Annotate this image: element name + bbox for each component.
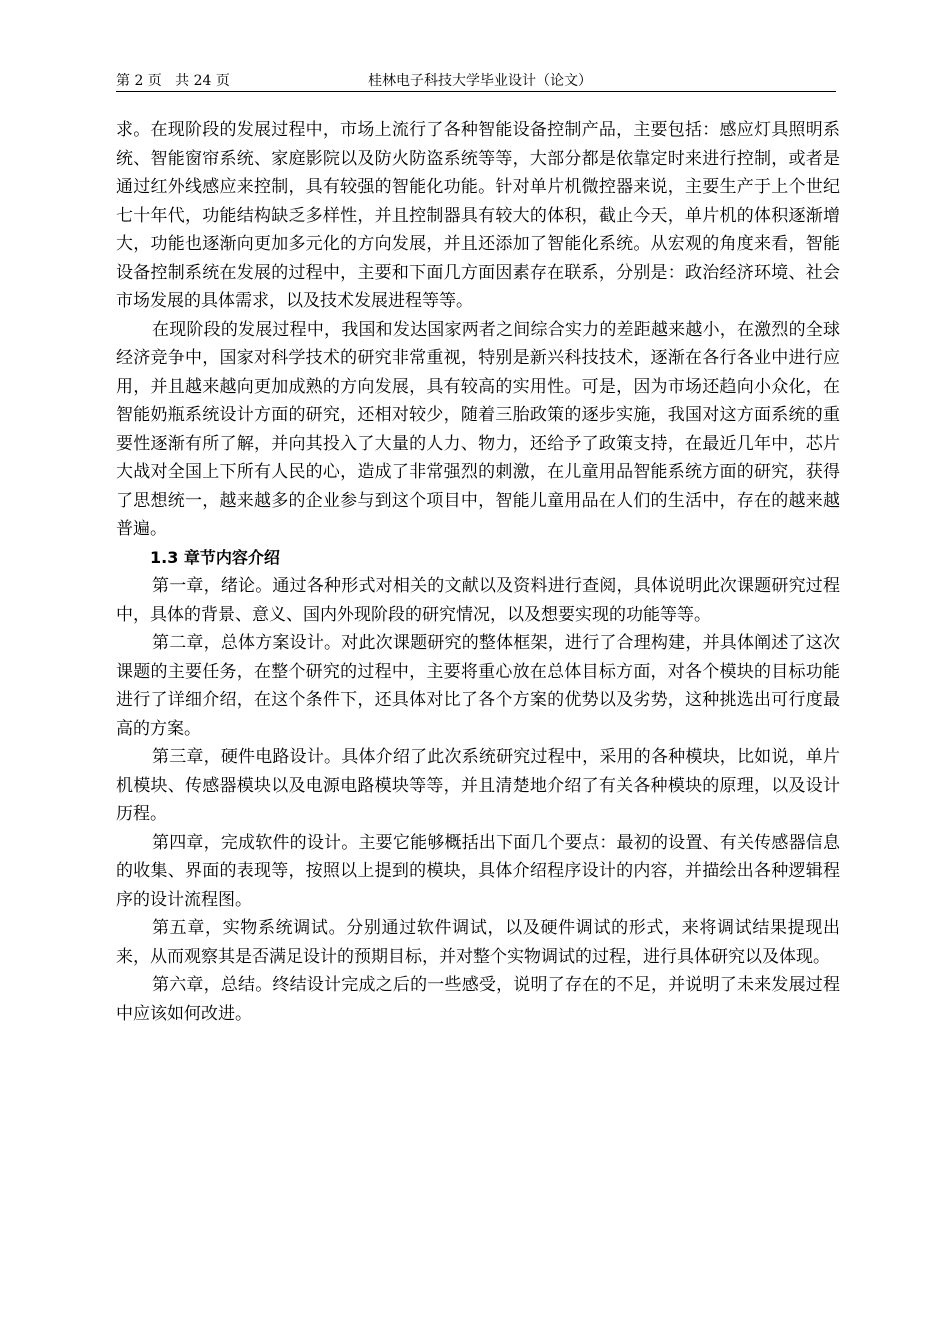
document-body (116, 116, 840, 1028)
chapter-5-summary: 第五章，实物系统调试。分别通过软件调试，以及硬件调试的形式，来将调试结果提现出来，从而观察其是否满足设计的预期目标，并对整个实物调试的过程，进行具体研究以及体现。 (116, 918, 840, 967)
header-divider (116, 91, 836, 92)
page-header (116, 66, 836, 90)
page-number-info: 第 2 页 共 24 页 (116, 73, 230, 89)
chapter-4-summary: 第四章，完成软件的设计。主要它能够概括出下面几个要点：最初的设置、有关传感器信息的收集、界面的表现等，按照以上提到的模块，具体介绍程序设计的内容，并描绘出各种逻辑程序的设计流程图。 (116, 832, 840, 910)
thesis-header-title: 桂林电子科技大学毕业设计（论文） (368, 73, 592, 89)
chapter-3-summary: 第三章，硬件电路设计。具体介绍了此次系统研究过程中，采用的各种模块，比如说，单片机模块、传感器模块以及电源电路模块等等，并且清楚地介绍了有关各种模块的原理，以及设计历程。 (116, 747, 840, 824)
chapter-1-summary: 第一章，绪论。通过各种形式对相关的文献以及资料进行查阅，具体说明此次课题研究过程中，具体的背景、意义、国内外现阶段的研究情况，以及想要实现的功能等等。 (116, 576, 840, 625)
section-heading: 1.3 章节内容介绍 (150, 547, 280, 567)
chapter-6-summary: 第六章，总结。终结设计完成之后的一些感受，说明了存在的不足，并说明了未来发展过程中应该如何改进。 (116, 975, 840, 1024)
chapter-2-summary: 第二章，总体方案设计。对此次课题研究的整体框架，进行了合理构建，并具体阐述了这次课题的主要任务，在整个研究的过程中，主要将重心放在总体目标方面，对各个模块的目标功能进行了详细介绍，在这个条件下，还具体对比了各个方案的优势以及劣势，这种挑选出可行度最高的方案。 (116, 633, 840, 739)
paragraph-continuation: 求。在现阶段的发展过程中，市场上流行了各种智能设备控制产品，主要包括：感应灯具照明系统、智能窗帘系统、家庭影院以及防火防盗系统等等，大部分都是依靠定时来进行控制，或者是通过红外线感应来控制，具有较强的智能化功能。针对单片机微控器来说，主要生产于上个世纪七十年代，功能结构缺乏多样性，并且控制器具有较大的体积，截止今天，单片机的体积逐渐增大，功能也逐渐向更加多元化的方向发展，并且还添加了智能化系统。从宏观的角度来看，智能设备控制系统在发展的过程中，主要和下面几方面因素存在联系，分别是：政治经济环境、社会市场发展的具体需求，以及技术发展进程等等。 (116, 120, 840, 311)
paragraph-development-status: 在现阶段的发展过程中，我国和发达国家两者之间综合实力的差距越来越小，在激烈的全球经济竞争中，国家对科学技术的研究非常重视，特别是新兴科技技术，逐渐在各行各业中进行应用，并且越来越向更加成熟的方向发展，具有较高的实用性。可是，因为市场还趋向小众化，在智能奶瓶系统设计方面的研究，还相对较少，随着三胎政策的逐步实施，我国对这方面系统的重要性逐渐有所了解，并向其投入了大量的人力、物力，还给予了政策支持，在最近几年中，芯片大战对全国上下所有人民的心，造成了非常强烈的刺激，在儿童用品智能系统方面的研究，获得了思想统一，越来越多的企业参与到这个项目中，智能儿童用品在人们的生活中，存在的越来越普遍。 (116, 319, 840, 539)
